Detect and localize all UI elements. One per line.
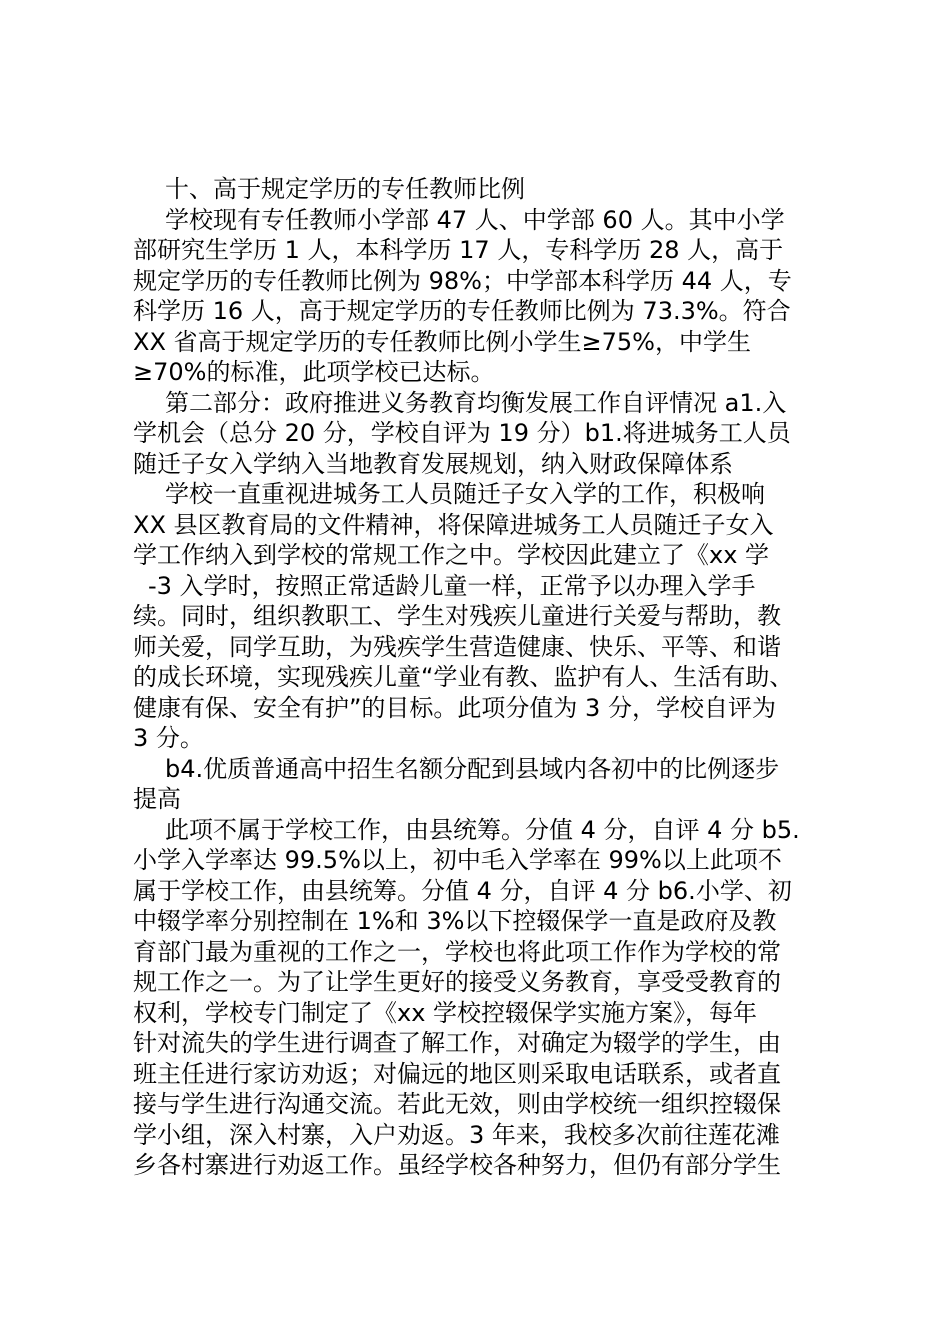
- paragraph-line: 育部门最为重视的工作之一，学校也将此项工作作为学校的常: [133, 937, 781, 966]
- paragraph-line: 学工作纳入到学校的常规工作之中。学校因此建立了《xx 学: [133, 541, 770, 569]
- paragraph-line: 接与学生进行沟通交流。若此无效，则由学校统一组织控辍保: [133, 1090, 781, 1118]
- paragraph-line: 小学入学率达 99.5%以上，初中毛入学率在 99%以上此项不: [133, 846, 782, 874]
- paragraph-line: 学校现有专任教师小学部 47 人、中学部 60 人。其中小学: [165, 205, 785, 234]
- paragraph-line: 学校一直重视进城务工人员随迁子女入学的工作，积极响: [165, 480, 765, 508]
- paragraph-line: 此项不属于学校工作，由县统筹。分值 4 分，自评 4 分 b5.: [165, 815, 800, 844]
- paragraph-line: -3 入学时，按照正常适龄儿童一样，正常予以办理入学手: [148, 571, 756, 600]
- part-heading: 第二部分：政府推进义务教育均衡发展工作自评情况 a1.入: [165, 388, 787, 417]
- paragraph-line: 的成长环境，实现残疾儿童“学业有教、监护有人、生活有助、: [133, 663, 794, 691]
- paragraph-line: 权利，学校专门制定了《xx 学校控辍保学实施方案》，每年: [133, 998, 758, 1027]
- paragraph-line: 规定学历的专任教师比例为 98%；中学部本科学历 44 人，专: [133, 266, 792, 295]
- paragraph-line: 学机会（总分 20 分，学校自评为 19 分）b1.将进城务工人员: [133, 419, 791, 447]
- paragraph-line: 中辍学率分别控制在 1%和 3%以下控辍保学一直是政府及教: [133, 907, 777, 935]
- paragraph-line: 随迁子女入学纳入当地教育发展规划，纳入财政保障体系: [133, 449, 733, 478]
- paragraph-line: 班主任进行家访劝返；对偏远的地区则采取电话联系，或者直: [133, 1059, 781, 1088]
- item-heading: b4.优质普通高中招生名额分配到县域内各初中的比例逐步: [165, 754, 780, 783]
- paragraph-line: 续。同时，组织教职工、学生对残疾儿童进行关爱与帮助，教: [133, 602, 781, 630]
- paragraph-line: 针对流失的学生进行调查了解工作，对确定为辍学的学生，由: [133, 1029, 781, 1057]
- paragraph-line: 属于学校工作，由县统筹。分值 4 分，自评 4 分 b6.小学、初: [133, 876, 792, 905]
- paragraph-line: 部研究生学历 1 人，本科学历 17 人，专科学历 28 人，高于: [133, 236, 784, 264]
- paragraph-line: XX 县区教育局的文件精神，将保障进城务工人员随迁子女入: [133, 510, 774, 539]
- paragraph-line: XX 省高于规定学历的专任教师比例小学生≥75%，中学生: [133, 327, 751, 356]
- paragraph-line: 乡各村寨进行劝返工作。虽经学校各种努力，但仍有部分学生: [133, 1151, 781, 1179]
- paragraph-line: 规工作之一。为了让学生更好的接受义务教育，享受受教育的: [133, 968, 781, 996]
- paragraph-line: 健康有保、安全有护”的目标。此项分值为 3 分，学校自评为: [133, 693, 776, 722]
- paragraph-line: 科学历 16 人，高于规定学历的专任教师比例为 73.3%。符合: [133, 297, 791, 325]
- paragraph-line: ≥70%的标准，此项学校已达标。: [133, 358, 495, 386]
- document-body: [0, 174, 950, 1181]
- paragraph-line: 师关爱，同学互助，为残疾学生营造健康、快乐、平等、和谐: [133, 632, 781, 661]
- paragraph-line: 提高: [133, 785, 181, 813]
- paragraph-line: 学小组，深入村寨，入户劝返。3 年来，我校多次前往莲花滩: [133, 1120, 780, 1149]
- section-heading: 十、高于规定学历的专任教师比例: [165, 175, 525, 203]
- paragraph-line: 3 分。: [133, 724, 204, 752]
